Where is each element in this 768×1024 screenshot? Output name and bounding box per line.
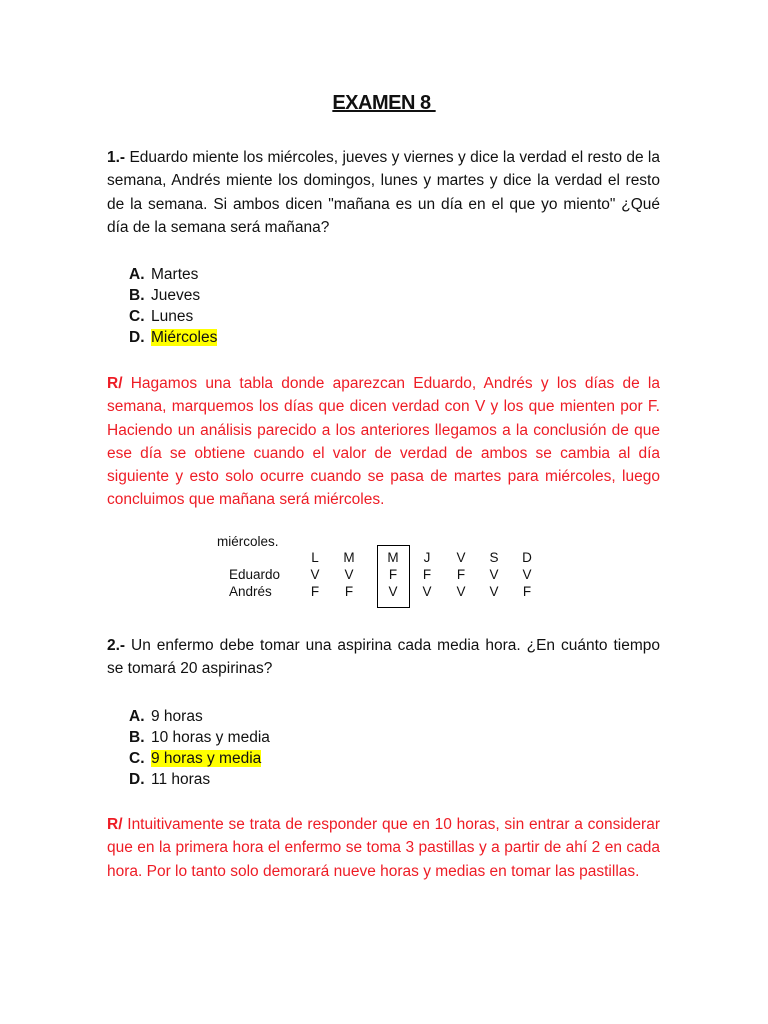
question-2-text: Un enfermo debe tomar una aspirina cada media hora. ¿En cuánto tiempo se tomará 20 aspirinas? [107, 637, 660, 678]
truth-cell: F [422, 567, 432, 582]
answer-1-text: Hagamos una tabla donde aparezcan Eduardo, Andrés y los días de la semana, marquemos los días que dicen verdad con V y los que mienten por F. Haciendo un análisis parecido a los anteriores llegamos a la conclusión de que ese día se obtiene cuando el valor de verdad de ambos se cambia al día siguiente y esto solo ocurre cuando se pasa de martes para miércoles, luego concluimos que mañana será miércoles. [107, 375, 660, 509]
truth-cell: F [344, 584, 354, 599]
option-text-highlighted: 9 horas y media [151, 750, 262, 767]
truth-cell: F [522, 584, 532, 599]
option-text: 11 horas [151, 771, 211, 788]
truth-cell: V [310, 567, 320, 582]
answer-1 [107, 372, 660, 512]
truth-cell: F [456, 567, 466, 582]
question-1-options [129, 264, 217, 348]
truth-cell: F [310, 584, 320, 599]
day-header: D [522, 550, 532, 565]
truth-table [215, 532, 555, 612]
page-title: EXAMEN 8 [332, 92, 436, 114]
truth-cell: V [522, 567, 532, 582]
answer-2-text: Intuitivamente se trata de responder que en 10 horas, sin entrar a considerar que en la primera hora el enfermo se toma 3 pastillas y a partir de ahí 2 en cada hora. Por lo tanto solo demorará nueve horas y medias en tomar las pastillas. [107, 816, 660, 880]
option-letter: A. [129, 266, 145, 283]
row-name: Andrés [229, 584, 272, 599]
row-name: Eduardo [229, 567, 281, 582]
answer-2-marker: R/ [107, 816, 123, 833]
day-header: J [423, 550, 431, 565]
option-letter: C. [129, 308, 145, 325]
option-letter: D. [129, 329, 145, 346]
option-2a [129, 706, 270, 727]
option-letter: D. [129, 771, 145, 788]
truth-cell: V [489, 584, 499, 599]
answer-1-marker: R/ [107, 375, 123, 392]
question-1 [107, 146, 660, 239]
option-1b [129, 285, 217, 306]
option-2d [129, 769, 270, 790]
option-2c [129, 748, 270, 769]
option-letter: B. [129, 729, 145, 746]
option-text-highlighted: Miércoles [151, 329, 218, 346]
table-caption: miércoles. [217, 534, 279, 549]
option-text: Lunes [151, 308, 194, 325]
question-2-options [129, 706, 270, 790]
truth-cell: V [388, 584, 398, 599]
truth-cell: V [422, 584, 432, 599]
day-header: V [456, 550, 466, 565]
option-text: Martes [151, 266, 199, 283]
question-2 [107, 634, 660, 681]
day-header: M [343, 550, 355, 565]
answer-2 [107, 813, 660, 883]
truth-cell: V [489, 567, 499, 582]
truth-cell: F [388, 567, 398, 582]
truth-cell: V [344, 567, 354, 582]
question-1-text: Eduardo miente los miércoles, jueves y viernes y dice la verdad el resto de la semana, Andrés miente los domingos, lunes y martes y dice la verdad el resto de la semana. Si ambos dicen "mañana es un día en el que yo miento" ¿Qué día de la semana será mañana? [107, 149, 660, 236]
option-text: 10 horas y media [151, 729, 270, 746]
question-2-number: 2.- [107, 637, 126, 654]
option-2b [129, 727, 270, 748]
option-text: 9 horas [151, 708, 203, 725]
option-letter: C. [129, 750, 145, 767]
option-1a [129, 264, 217, 285]
option-1d [129, 327, 217, 348]
day-header: M [387, 550, 399, 565]
option-letter: B. [129, 287, 145, 304]
option-letter: A. [129, 708, 145, 725]
option-text: Jueves [151, 287, 201, 304]
day-header: S [489, 550, 499, 565]
truth-cell: V [456, 584, 466, 599]
day-header: L [311, 550, 319, 565]
option-1c [129, 306, 217, 327]
question-1-number: 1.- [107, 149, 126, 166]
